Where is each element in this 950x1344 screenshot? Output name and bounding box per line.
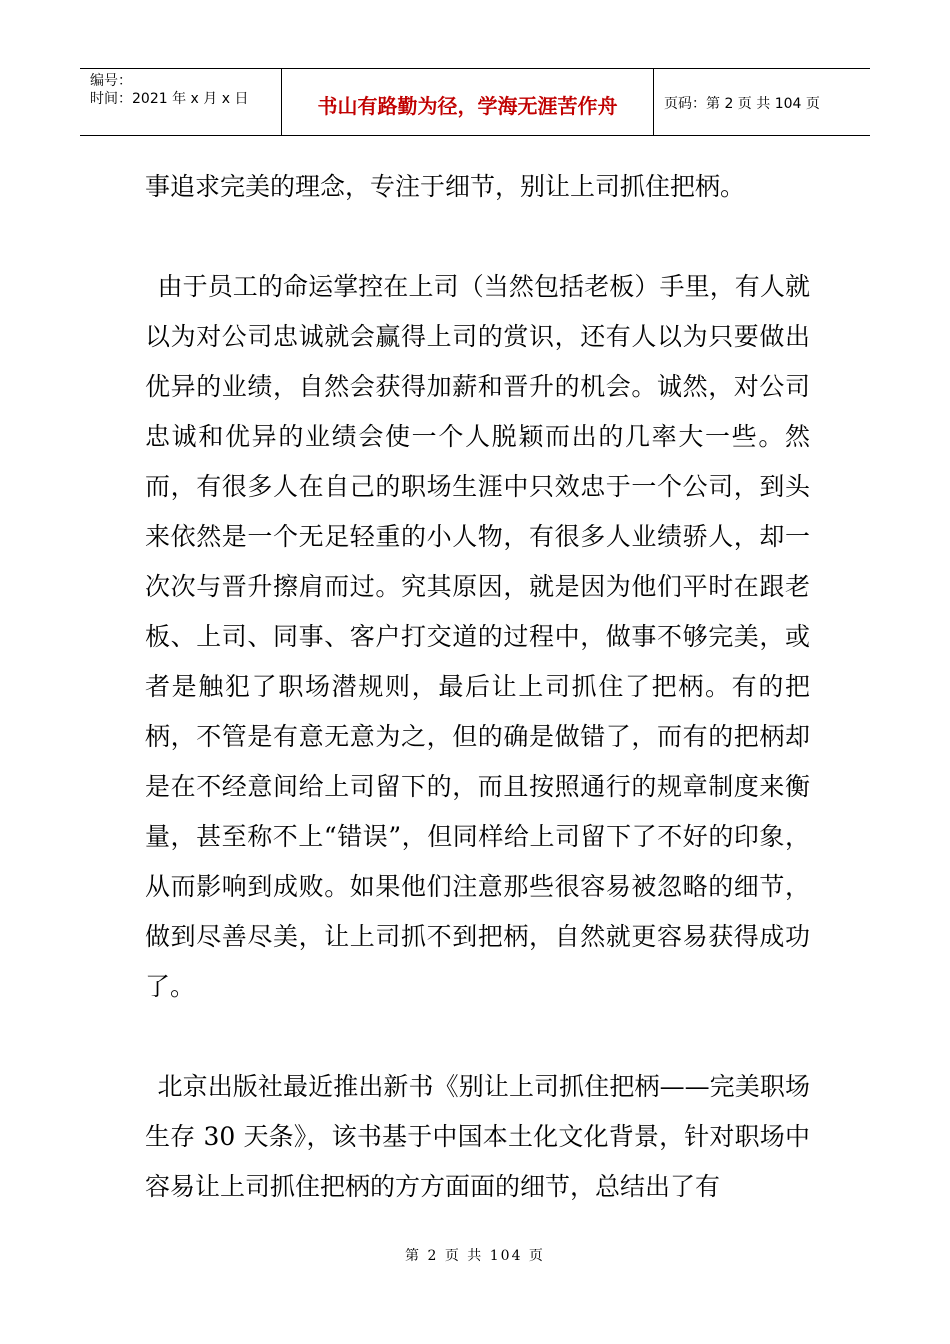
body-paragraph-3: 北京出版社最近推出新书《别让上司抓住把柄——完美职场生存 30 天条》，该书基于中国本土化文化背景，针对职场中容易让上司抓住把柄的方方面面的细节，总结出了有 xyxy=(145,1072,810,1201)
document-header xyxy=(80,68,870,136)
header-number-label: 编号： xyxy=(90,73,132,89)
body-paragraph-2: 由于员工的命运掌控在上司（当然包括老板）手里，有人就以为对公司忠诚就会赢得上司的赏识，还有人以为只要做出优异的业绩，自然会获得加薪和晋升的机会。诚然，对公司忠诚和优异的业绩会使一个人脱颖而出的几率大一些。然而，有很多人在自己的职场生涯中只效忠于一个公司，到头来依然是一个无足轻重的小人物，有很多人业绩骄人，却一次次与晋升擦肩而过。究其原因，就是因为他们平时在跟老板、上司、同事、客户打交道的过程中，做事不够完美，或者是触犯了职场潜规则，最后让上司抓住了把柄。有的把柄，不管是有意无意为之，但的确是做错了，而有的把柄却是在不经意间给上司留下的，而且按照通行的规章制度来衡量，甚至称不上“错误”，但同样给上司留下了不好的印象，从而影响到成败。如果他们注意那些很容易被忽略的细节，做到尽善尽美，让上司抓不到把柄，自然就更容易获得成功了。 xyxy=(145,272,810,1001)
header-page-info: 页码：第 2 页 共 104 页 xyxy=(664,96,820,112)
body-paragraph-1: 事追求完美的理念，专注于细节，别让上司抓住把柄。 xyxy=(145,172,746,201)
page-footer: 第 2 页 共 104 页 xyxy=(405,1248,545,1264)
header-meta-cell xyxy=(80,69,282,135)
header-motto: 书山有路勤为径，学海无涯苦作舟 xyxy=(282,69,654,135)
document-body xyxy=(145,162,810,1212)
header-time-label: 时间：2021 年 x 月 x 日 xyxy=(90,91,249,107)
